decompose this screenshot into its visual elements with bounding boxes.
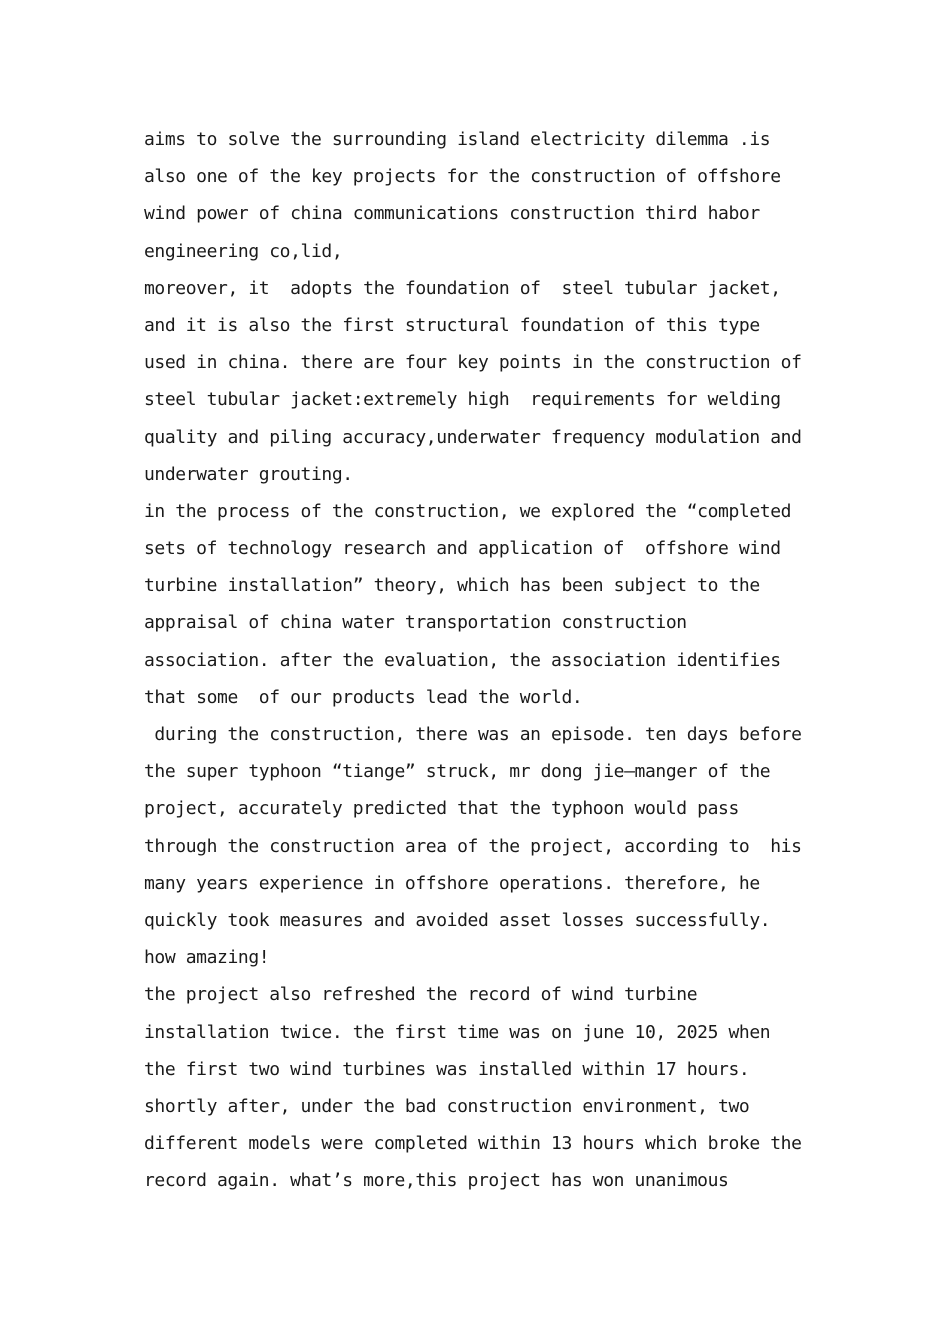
text-line: during the construction, there was an episode. ten days before <box>144 724 802 745</box>
text-line: quality and piling accuracy,underwater frequency modulation and <box>144 426 802 448</box>
text-line: different models were completed within 13 hours which broke the <box>144 1133 802 1155</box>
text-line: also one of the key projects for the construction of offshore <box>144 166 781 188</box>
text-line: engineering co,lid, <box>144 240 343 262</box>
text-line: shortly after, under the bad construction environment, two <box>144 1095 750 1117</box>
text-line: wind power of china communications construction third habor <box>144 203 760 225</box>
text-line: how amazing! <box>144 947 270 969</box>
text-line: the super typhoon “tiange” struck, mr dong jie—manger of the <box>144 761 771 783</box>
text-line: record again. what’s more,this project has won unanimous <box>144 1170 729 1192</box>
text-line: that some of our products lead the world. <box>144 686 583 708</box>
text-line: underwater grouting. <box>144 463 353 485</box>
text-line: many years experience in offshore operations. therefore, he <box>144 872 760 894</box>
text-line: in the process of the construction, we explored the “completed <box>144 500 792 522</box>
text-line: moreover, it adopts the foundation of steel tubular jacket, <box>144 277 781 299</box>
text-line: the project also refreshed the record of wind turbine <box>144 984 698 1006</box>
text-line: through the construction area of the project, according to his <box>144 835 802 857</box>
text-line: steel tubular jacket:extremely high requirements for welding <box>144 389 781 411</box>
text-line: appraisal of china water transportation construction <box>144 612 687 634</box>
text-line: installation twice. the first time was on june 10, 2025 when <box>144 1021 771 1043</box>
text-line: turbine installation” theory, which has been subject to the <box>144 575 760 597</box>
text-line: project, accurately predicted that the typhoon would pass <box>144 798 739 820</box>
text-line: aims to solve the surrounding island electricity dilemma .is <box>144 129 771 150</box>
body-text <box>144 121 824 1199</box>
text-line: quickly took measures and avoided asset losses successfully. <box>144 909 771 931</box>
text-line: the first two wind turbines was installed within 17 hours. <box>144 1058 750 1080</box>
text-line: association. after the evaluation, the association identifies <box>144 649 781 671</box>
text-line: used in china. there are four key points in the construction of <box>144 352 802 374</box>
text-line: sets of technology research and application of offshore wind <box>144 538 781 560</box>
text-line: and it is also the first structural foundation of this type <box>144 314 760 336</box>
